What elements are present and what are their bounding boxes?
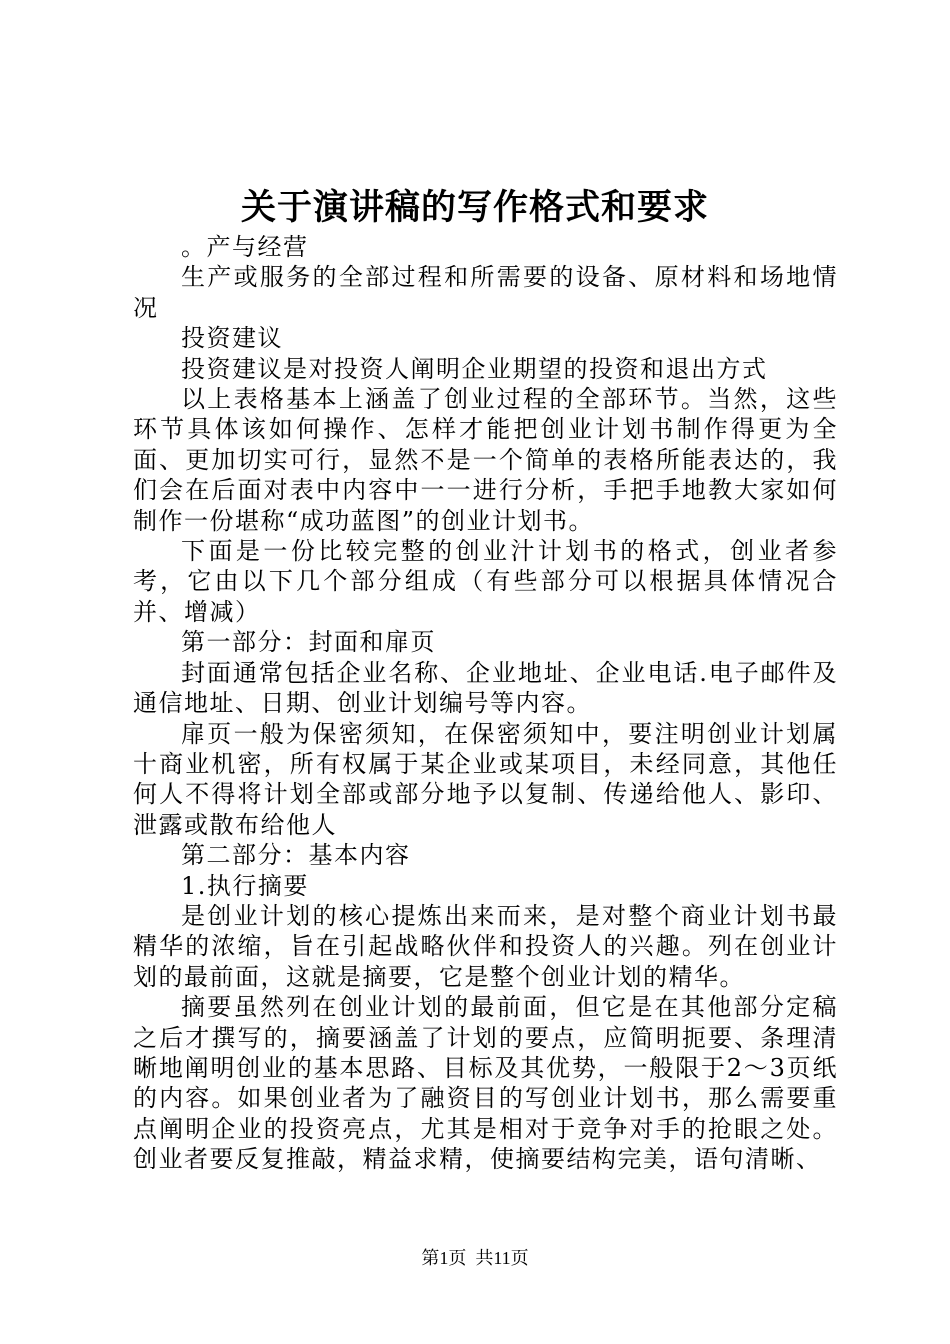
paragraph: 摘要虽然列在创业计划的最前面，但它是在其他部分定稿之后才撰写的，摘要涵盖了计划的要点，应简明扼要、条理清晰地阐明创业的基本思路、目标及其优势，一般限于2～3页纸的内容。如果创业者为了融资目的写创业计划书，那么需要重点阐明企业的投资亮点，尤其是相对于竞争对手的抢眼之处。创业者要反复推敲，精益求精，使摘要结构完美，语句清晰、 — [133, 993, 838, 1174]
document-title: 关于演讲稿的写作格式和要求 — [240, 187, 709, 228]
footer-spacer — [466, 1248, 475, 1268]
paragraph: 第二部分：基本内容 — [181, 841, 411, 870]
page-footer — [0, 1244, 950, 1270]
paragraph: 下面是一份比较完整的创业汁计划书的格式，创业者参考，它由以下几个部分组成（有些部分可以根据具体情况合并、增减） — [133, 537, 838, 626]
paragraph: 第一部分：封面和扉页 — [181, 628, 436, 657]
paragraph: 是创业计划的核心提炼出来而来，是对整个商业计划书最精华的浓缩，旨在引起战略伙伴和投资人的兴趣。列在创业计划的最前面，这就是摘要，它是整个创业计划的精华。 — [133, 901, 838, 991]
page-number: 第1页 — [421, 1248, 467, 1268]
paragraph: 投资建议是对投资人阐明企业期望的投资和退出方式 — [181, 354, 768, 383]
paragraph: 封面通常包括企业名称、企业地址、企业电话.电子邮件及通信地址、日期、创业计划编号等内容。 — [133, 658, 838, 718]
page-total: 共11页 — [475, 1248, 529, 1268]
paragraph: 生产或服务的全部过程和所需要的设备、原材料和场地情况 — [133, 263, 838, 322]
paragraph: 以上表格基本上涵盖了创业过程的全部环节。当然，这些环节具体该如何操作、怎样才能把创业计划书制作得更为全面、更加切实可行，显然不是一个简单的表格所能表达的，我们会在后面对表中内容中一一进行分析，手把手地教大家如何制作一份堪称“成功蓝图”的创业计划书。 — [133, 385, 838, 535]
document-body — [133, 232, 838, 1175]
paragraph: 1.执行摘要 — [181, 871, 309, 900]
paragraph: 扉页一般为保密须知，在保密须知中，要注明创业计划属十商业机密，所有权属于某企业或某项目，未经同意，其他任何人不得将计划全部或部分地予以复制、传递给他人、影印、泄露或散布给他人 — [133, 719, 838, 839]
paragraph: 投资建议 — [181, 324, 283, 353]
paragraph: 。产与经营 — [181, 233, 309, 261]
